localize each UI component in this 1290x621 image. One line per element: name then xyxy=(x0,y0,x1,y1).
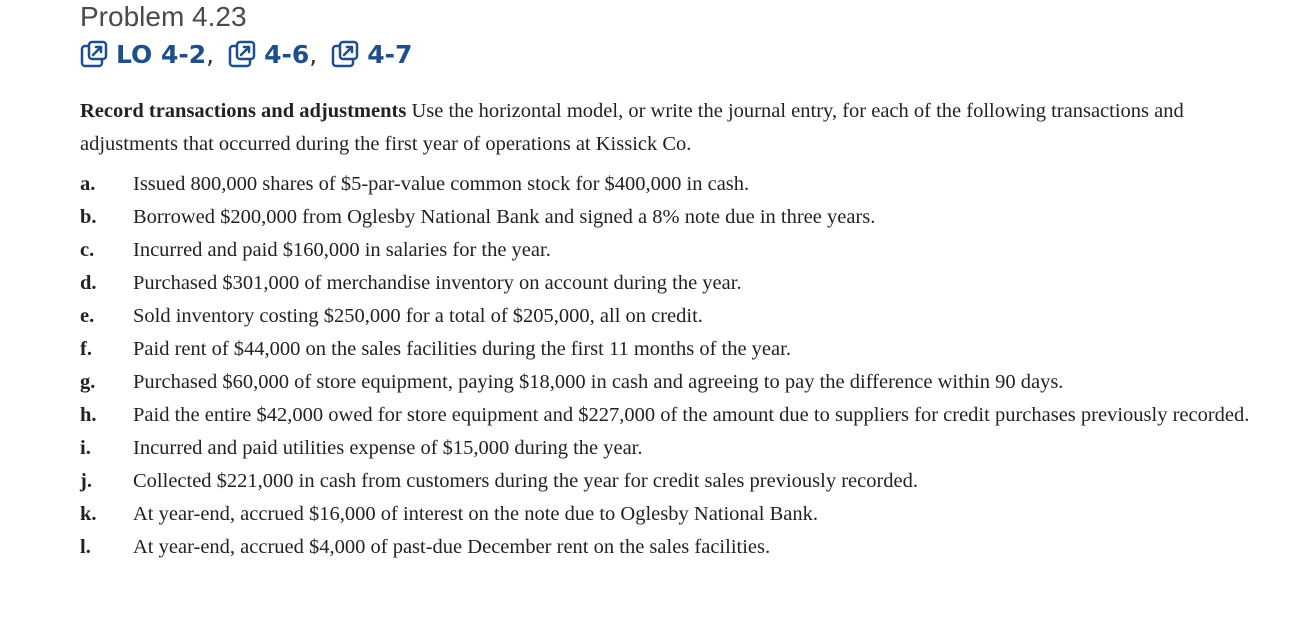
item-text: At year-end, accrued $4,000 of past-due December rent on the sales facilities. xyxy=(133,536,771,558)
lo-link-label: 4-6 xyxy=(264,39,310,69)
item-text: Purchased $301,000 of merchandise inventory on account during the year. xyxy=(133,272,742,294)
item-letter: f. xyxy=(80,338,92,360)
list-item xyxy=(80,465,1270,498)
lo-link-label: LO 4-2 xyxy=(116,39,207,69)
external-link-icon xyxy=(228,40,256,68)
item-letter: i. xyxy=(80,437,91,459)
problem-instructions xyxy=(80,95,1200,161)
item-text: Collected $221,000 in cash from customers during the year for credit sales previously recorded. xyxy=(133,470,919,492)
instructions-text: Use the horizontal model, or write the journal entry, for each of the following transactions and adjustments that occurred during the first year of operations at Kissick Co. xyxy=(80,100,1184,155)
item-text: Paid the entire $42,000 owed for store equipment and $227,000 of the amount due to suppliers for credit purchases previously recorded. xyxy=(133,404,1250,426)
list-item xyxy=(80,168,1270,201)
item-letter: l. xyxy=(80,536,91,558)
list-item xyxy=(80,531,1270,564)
item-text: Incurred and paid $160,000 in salaries for the year. xyxy=(133,239,551,261)
item-letter: b. xyxy=(80,206,97,228)
list-item xyxy=(80,267,1270,300)
list-item xyxy=(80,300,1270,333)
item-text: Borrowed $200,000 from Oglesby National Bank and signed a 8% note due in three years. xyxy=(133,206,876,228)
problem-title: Problem 4.23 xyxy=(80,1,247,32)
lo-link-4-7[interactable] xyxy=(331,40,412,69)
item-letter: g. xyxy=(80,371,96,393)
item-letter: j. xyxy=(80,470,92,492)
lo-link-4-2[interactable] xyxy=(80,40,206,69)
lo-link-label: 4-7 xyxy=(367,39,413,69)
list-item xyxy=(80,201,1270,234)
transaction-list xyxy=(80,168,1270,564)
item-text: Sold inventory costing $250,000 for a total of $205,000, all on credit. xyxy=(133,305,703,327)
item-letter: e. xyxy=(80,305,95,327)
lo-link-4-6[interactable] xyxy=(228,40,309,69)
list-item xyxy=(80,498,1270,531)
list-item xyxy=(80,366,1270,399)
external-link-icon xyxy=(80,40,108,68)
list-item xyxy=(80,333,1270,366)
list-item xyxy=(80,234,1270,267)
item-letter: k. xyxy=(80,503,97,525)
list-item xyxy=(80,432,1270,465)
list-item xyxy=(80,399,1270,432)
item-letter: c. xyxy=(80,239,95,261)
lo-separator: , xyxy=(206,39,215,69)
item-letter: d. xyxy=(80,272,97,294)
item-text: Incurred and paid utilities expense of $15,000 during the year. xyxy=(133,437,643,459)
item-text: At year-end, accrued $16,000 of interest on the note due to Oglesby National Bank. xyxy=(133,503,818,525)
instructions-lead: Record transactions and adjustments xyxy=(80,100,407,122)
learning-objective-links xyxy=(80,34,412,74)
lo-separator: , xyxy=(309,39,318,69)
item-text: Purchased $60,000 of store equipment, paying $18,000 in cash and agreeing to pay the difference within 90 days. xyxy=(133,371,1064,393)
item-letter: a. xyxy=(80,173,96,195)
item-text: Issued 800,000 shares of $5-par-value common stock for $400,000 in cash. xyxy=(133,173,750,195)
external-link-icon xyxy=(331,40,359,68)
item-letter: h. xyxy=(80,404,97,426)
item-text: Paid rent of $44,000 on the sales facilities during the first 11 months of the year. xyxy=(133,338,791,360)
